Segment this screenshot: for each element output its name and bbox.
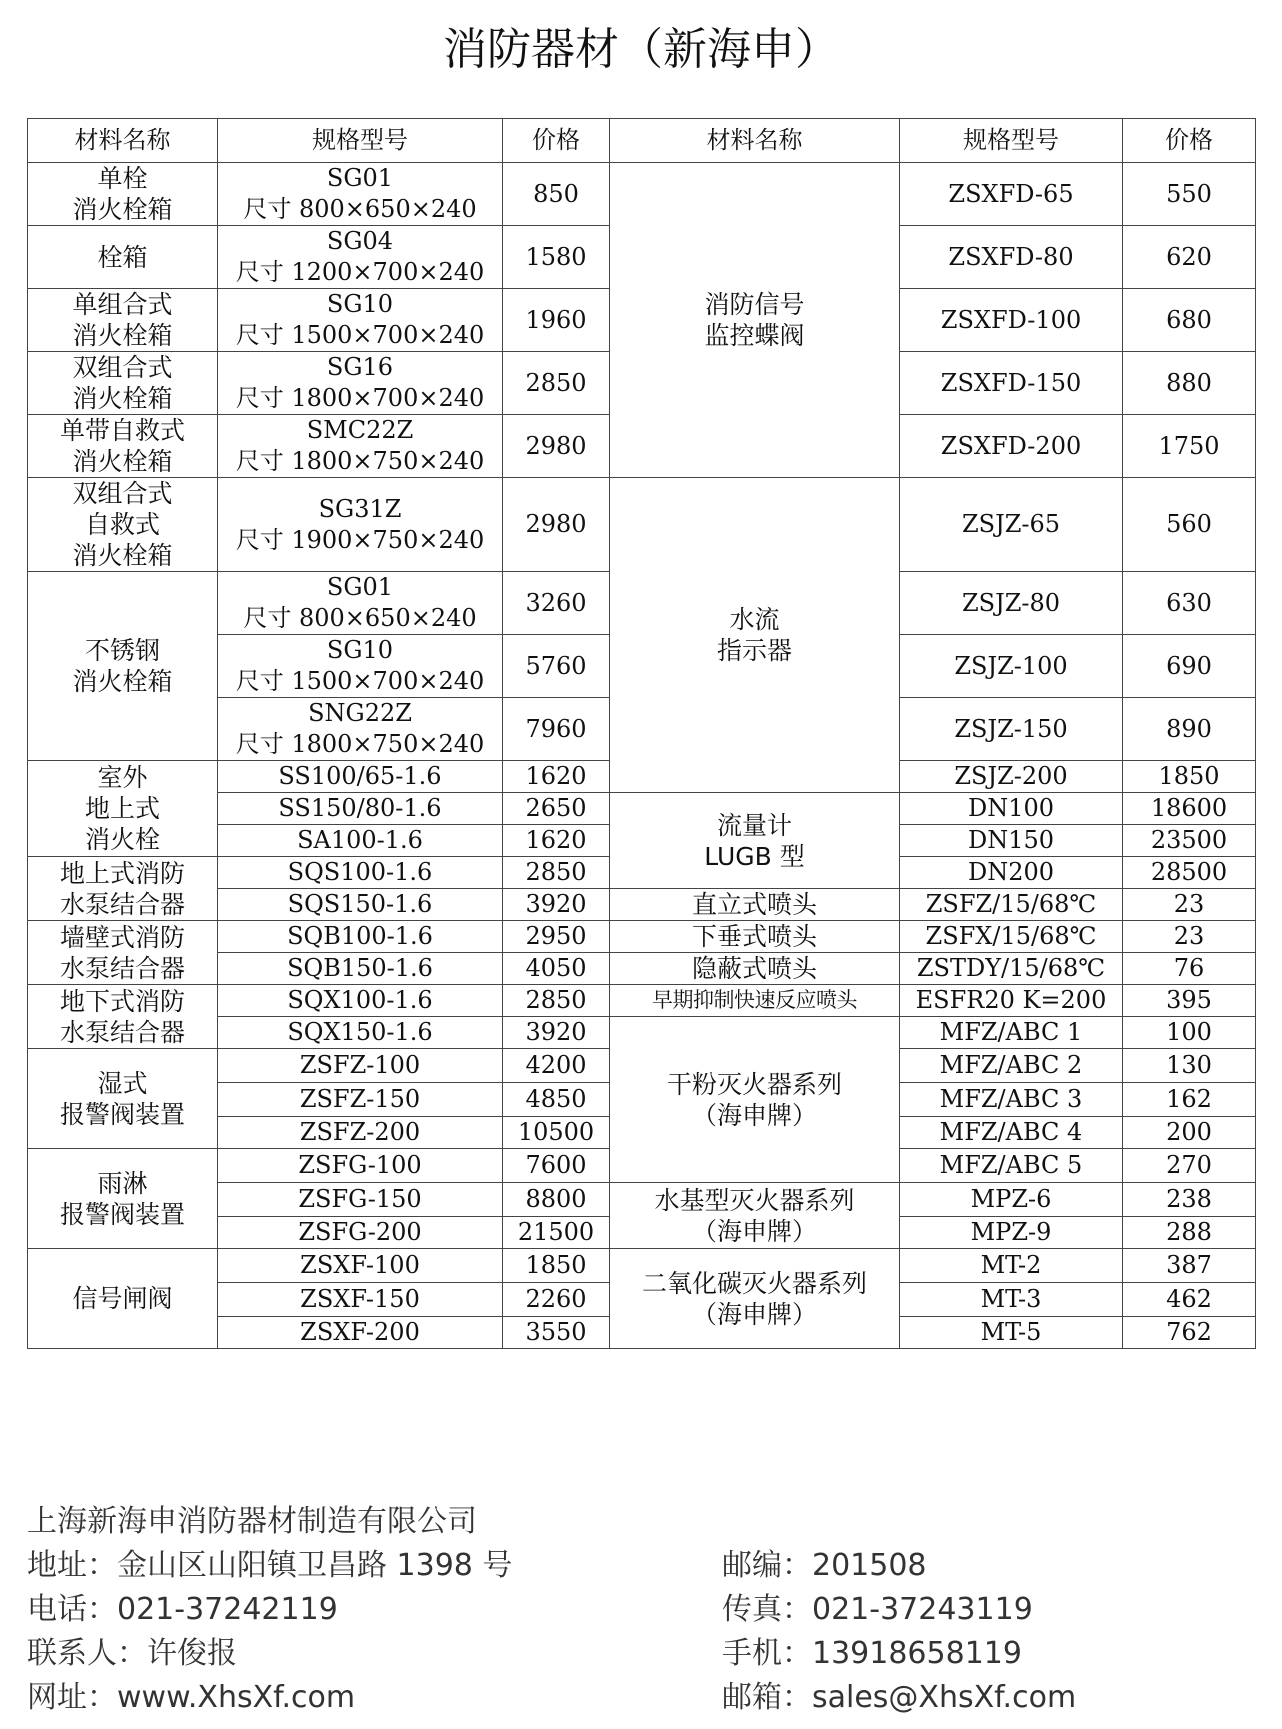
price-cell: 890 <box>1123 698 1256 761</box>
spec-cell: ZSJZ-200 <box>900 761 1123 793</box>
table-row <box>28 921 1256 953</box>
price-cell: 5760 <box>503 635 610 698</box>
website-link[interactable]: 网址：www.XhsXf.com <box>27 1680 356 1715</box>
price-cell: 28500 <box>1123 857 1256 889</box>
price-cell: 200 <box>1123 1117 1256 1149</box>
spec-cell: SS150/80-1.6 <box>218 793 503 825</box>
fax-number: 传真：021-37243119 <box>722 1592 1033 1627</box>
material-name: 单带自救式 消火栓箱 <box>28 415 218 478</box>
price-table-body <box>28 163 1256 1349</box>
price-cell: 1850 <box>1123 761 1256 793</box>
spec-cell: ZSJZ-100 <box>900 635 1123 698</box>
spec-cell: SQS150-1.6 <box>218 889 503 921</box>
spec-cell: MPZ-6 <box>900 1183 1123 1217</box>
price-cell: 2260 <box>503 1283 610 1317</box>
price-cell: 850 <box>503 163 610 226</box>
spec-cell: MFZ/ABC 2 <box>900 1049 1123 1083</box>
footer-row-web <box>27 1676 1255 1720</box>
price-cell: 18600 <box>1123 793 1256 825</box>
company-name: 上海新海申消防器材制造有限公司 <box>27 1504 477 1539</box>
footer-row-company <box>27 1500 1255 1544</box>
spec-cell: SQB150-1.6 <box>218 953 503 985</box>
spec-cell: ZSXFD-100 <box>900 289 1123 352</box>
spec-cell: ZSFG-150 <box>218 1183 503 1217</box>
price-cell: 76 <box>1123 953 1256 985</box>
price-cell: 3550 <box>503 1317 610 1349</box>
contact-person: 联系人：许俊报 <box>27 1636 237 1671</box>
material-name: 栓箱 <box>28 226 218 289</box>
spec-cell: SNG22Z 尺寸 1800×750×240 <box>218 698 503 761</box>
spec-cell: ZSXFD-80 <box>900 226 1123 289</box>
spec-cell: SQS100-1.6 <box>218 857 503 889</box>
spec-cell: SQX150-1.6 <box>218 1017 503 1049</box>
price-cell: 23 <box>1123 921 1256 953</box>
spec-cell: SG01 尺寸 800×650×240 <box>218 572 503 635</box>
price-cell: 4850 <box>503 1083 610 1117</box>
price-cell: 462 <box>1123 1283 1256 1317</box>
spec-cell: ZSXFD-200 <box>900 415 1123 478</box>
price-cell: 21500 <box>503 1217 610 1249</box>
header-left-name: 材料名称 <box>28 119 218 163</box>
price-cell: 130 <box>1123 1049 1256 1083</box>
spec-cell: ZSXFD-65 <box>900 163 1123 226</box>
material-name: 墙壁式消防 水泵结合器 <box>28 921 218 985</box>
spec-cell: ZSXF-150 <box>218 1283 503 1317</box>
material-name: 水基型灭火器系列 （海申牌） <box>610 1183 900 1249</box>
material-name: 单栓 消火栓箱 <box>28 163 218 226</box>
spec-cell: MT-5 <box>900 1317 1123 1349</box>
spec-cell: MT-3 <box>900 1283 1123 1317</box>
spec-cell: ESFR20 K=200 <box>900 985 1123 1017</box>
price-cell: 2850 <box>503 857 610 889</box>
page-title: 消防器材（新海申） <box>443 24 839 75</box>
spec-cell: ZSFZ-200 <box>218 1117 503 1149</box>
price-cell: 550 <box>1123 163 1256 226</box>
price-cell: 2980 <box>503 415 610 478</box>
price-cell: 288 <box>1123 1217 1256 1249</box>
price-cell: 238 <box>1123 1183 1256 1217</box>
price-cell: 560 <box>1123 478 1256 572</box>
price-cell: 10500 <box>503 1117 610 1149</box>
price-cell: 1620 <box>503 825 610 857</box>
material-name: 双组合式 自救式 消火栓箱 <box>28 478 218 572</box>
header-right-spec: 规格型号 <box>900 119 1123 163</box>
price-cell: 395 <box>1123 985 1256 1017</box>
header-right-name: 材料名称 <box>610 119 900 163</box>
spec-cell: ZSFZ/15/68℃ <box>900 889 1123 921</box>
material-name: 双组合式 消火栓箱 <box>28 352 218 415</box>
price-cell: 2650 <box>503 793 610 825</box>
material-name: 湿式 报警阀装置 <box>28 1049 218 1149</box>
material-name: 地上式消防 水泵结合器 <box>28 857 218 921</box>
spec-cell: ZSFG-200 <box>218 1217 503 1249</box>
material-name: 不锈钢 消火栓箱 <box>28 572 218 761</box>
table-row <box>28 478 1256 572</box>
spec-cell: SG10 尺寸 1500×700×240 <box>218 289 503 352</box>
price-cell: 162 <box>1123 1083 1256 1117</box>
spec-cell: ZSXF-200 <box>218 1317 503 1349</box>
price-cell: 690 <box>1123 635 1256 698</box>
material-name: 下垂式喷头 <box>610 921 900 953</box>
table-row <box>28 163 1256 226</box>
spec-cell: SMC22Z 尺寸 1800×750×240 <box>218 415 503 478</box>
price-cell: 270 <box>1123 1149 1256 1183</box>
spec-cell: ZSXF-100 <box>218 1249 503 1283</box>
spec-cell: MFZ/ABC 5 <box>900 1149 1123 1183</box>
table-row <box>28 1249 1256 1283</box>
spec-cell: SS100/65-1.6 <box>218 761 503 793</box>
table-header-row <box>28 119 1256 163</box>
material-name: 直立式喷头 <box>610 889 900 921</box>
material-name: 早期抑制快速反应喷头 <box>610 985 900 1017</box>
price-cell: 3920 <box>503 1017 610 1049</box>
spec-cell: DN150 <box>900 825 1123 857</box>
spec-cell: SG04 尺寸 1200×700×240 <box>218 226 503 289</box>
material-name: 单组合式 消火栓箱 <box>28 289 218 352</box>
contact-footer <box>27 1500 1255 1720</box>
price-cell: 1580 <box>503 226 610 289</box>
header-right-price: 价格 <box>1123 119 1256 163</box>
price-cell: 23 <box>1123 889 1256 921</box>
spec-cell: ZSJZ-65 <box>900 478 1123 572</box>
spec-cell: ZSFZ-150 <box>218 1083 503 1117</box>
price-cell: 2980 <box>503 478 610 572</box>
header-left-spec: 规格型号 <box>218 119 503 163</box>
spec-cell: MFZ/ABC 3 <box>900 1083 1123 1117</box>
spec-cell: SQB100-1.6 <box>218 921 503 953</box>
spec-cell: DN200 <box>900 857 1123 889</box>
material-name: 消防信号 监控蝶阀 <box>610 163 900 478</box>
price-cell: 620 <box>1123 226 1256 289</box>
spec-cell: MFZ/ABC 1 <box>900 1017 1123 1049</box>
spec-cell: ZSJZ-80 <box>900 572 1123 635</box>
material-name: 地下式消防 水泵结合器 <box>28 985 218 1049</box>
footer-row-contact <box>27 1632 1255 1676</box>
spec-cell: ZSTDY/15/68℃ <box>900 953 1123 985</box>
price-cell: 7960 <box>503 698 610 761</box>
spec-cell: ZSJZ-150 <box>900 698 1123 761</box>
price-cell: 2950 <box>503 921 610 953</box>
price-cell: 1620 <box>503 761 610 793</box>
material-name: 雨淋 报警阀装置 <box>28 1149 218 1249</box>
company-address: 地址：金山区山阳镇卫昌路 1398 号 <box>27 1548 513 1583</box>
price-cell: 3260 <box>503 572 610 635</box>
price-cell: 4200 <box>503 1049 610 1083</box>
spec-cell: SG01 尺寸 800×650×240 <box>218 163 503 226</box>
price-cell: 1750 <box>1123 415 1256 478</box>
price-cell: 4050 <box>503 953 610 985</box>
material-name: 信号闸阀 <box>28 1249 218 1349</box>
price-table <box>27 118 1256 1349</box>
price-cell: 880 <box>1123 352 1256 415</box>
spec-cell: ZSFX/15/68℃ <box>900 921 1123 953</box>
phone-number: 电话：021-37242119 <box>27 1592 338 1627</box>
table-row <box>28 985 1256 1017</box>
spec-cell: SA100-1.6 <box>218 825 503 857</box>
price-cell: 680 <box>1123 289 1256 352</box>
spec-cell: MPZ-9 <box>900 1217 1123 1249</box>
spec-cell: DN100 <box>900 793 1123 825</box>
price-cell: 1960 <box>503 289 610 352</box>
material-name: 干粉灭火器系列 （海申牌） <box>610 1017 900 1183</box>
price-cell: 1850 <box>503 1249 610 1283</box>
spec-cell: SG10 尺寸 1500×700×240 <box>218 635 503 698</box>
spec-cell: SQX100-1.6 <box>218 985 503 1017</box>
material-name: 二氧化碳灭火器系列 （海申牌） <box>610 1249 900 1349</box>
footer-row-phone <box>27 1588 1255 1632</box>
spec-cell: SG16 尺寸 1800×700×240 <box>218 352 503 415</box>
price-cell: 762 <box>1123 1317 1256 1349</box>
spec-cell: ZSFZ-100 <box>218 1049 503 1083</box>
material-name: 水流 指示器 <box>610 478 900 793</box>
price-cell: 2850 <box>503 985 610 1017</box>
spec-cell: MFZ/ABC 4 <box>900 1117 1123 1149</box>
spec-cell: ZSFG-100 <box>218 1149 503 1183</box>
material-name: 室外 地上式 消火栓 <box>28 761 218 857</box>
price-cell: 7600 <box>503 1149 610 1183</box>
price-cell: 100 <box>1123 1017 1256 1049</box>
price-cell: 387 <box>1123 1249 1256 1283</box>
price-cell: 2850 <box>503 352 610 415</box>
material-name: 隐蔽式喷头 <box>610 953 900 985</box>
price-cell: 23500 <box>1123 825 1256 857</box>
price-cell: 8800 <box>503 1183 610 1217</box>
postcode: 邮编：201508 <box>722 1548 927 1583</box>
spec-cell: SG31Z 尺寸 1900×750×240 <box>218 478 503 572</box>
price-cell: 3920 <box>503 889 610 921</box>
footer-row-address <box>27 1544 1255 1588</box>
spec-cell: MT-2 <box>900 1249 1123 1283</box>
header-left-price: 价格 <box>503 119 610 163</box>
mobile-number: 手机：13918658119 <box>722 1636 1022 1671</box>
price-cell: 630 <box>1123 572 1256 635</box>
material-name: 流量计 LUGB 型 <box>610 793 900 889</box>
spec-cell: ZSXFD-150 <box>900 352 1123 415</box>
email-link[interactable]: 邮箱：sales@XhsXf.com <box>722 1680 1077 1715</box>
